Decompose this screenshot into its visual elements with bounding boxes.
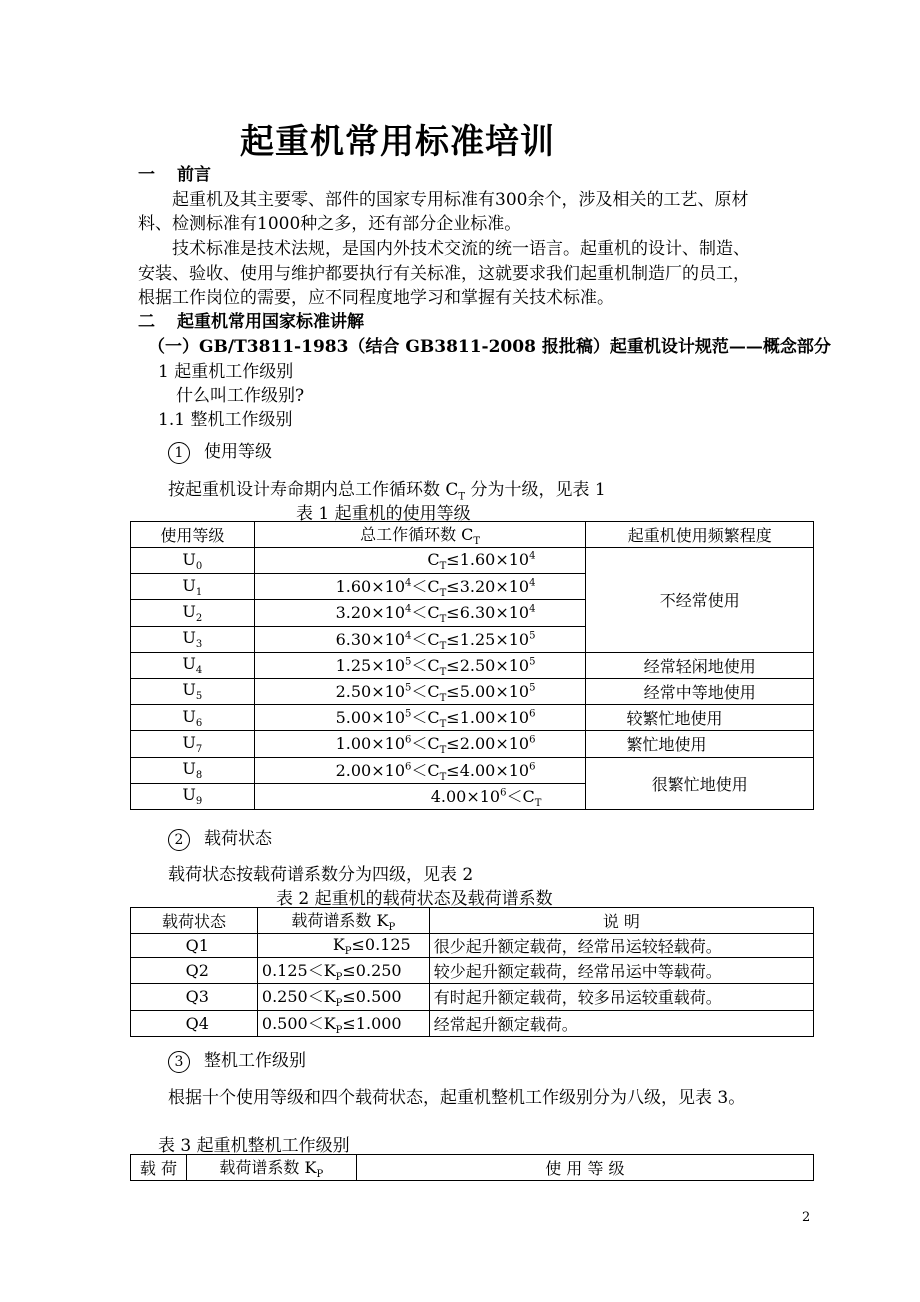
table-1-level-cell: $U_9$ bbox=[131, 783, 255, 809]
table-1-intro-sub: T bbox=[458, 491, 466, 503]
table-1-range-cell: $6.30\times 10^4<C_T\le 1.25\times 10^5$ bbox=[254, 626, 586, 652]
table-2-state-cell: Q1 bbox=[131, 934, 258, 958]
table-2-header-desc: 说 明 bbox=[429, 908, 813, 934]
table-1-level-cell: $U_4$ bbox=[131, 652, 255, 678]
table-1-range-cell: $3.20\times 10^4<C_T\le 6.30\times 10^4$ bbox=[254, 600, 586, 626]
table-1-header-cycles: 总工作循环数 $C_T$ bbox=[254, 522, 586, 548]
table-1-range-cell: $5.00\times 10^5<C_T\le 1.00\times 10^6$ bbox=[254, 705, 586, 731]
table-1-intro-post: 分为十级，见表 1 bbox=[465, 480, 606, 500]
table-1-level-cell: $U_2$ bbox=[131, 600, 255, 626]
table-2-header-state: 载荷状态 bbox=[131, 908, 258, 934]
table-2-caption: 表 2 起重机的载荷状态及载荷谱系数 bbox=[276, 889, 553, 909]
table-1-intro-pre: 按起重机设计寿命期内总工作循环数 C bbox=[168, 480, 459, 500]
circled-number-2: 2 bbox=[168, 829, 190, 851]
page-number: 2 bbox=[802, 1210, 811, 1225]
section-2-heading bbox=[138, 307, 364, 332]
table-1-level-cell: $U_7$ bbox=[131, 731, 255, 757]
subsection-1-heading: （一）GB/T3811-1983（结合 GB3811-2008 报批稿）起重机设计规范——概念部分 bbox=[148, 337, 831, 357]
table-1-freq-busy: 较繁忙地使用 bbox=[586, 705, 814, 731]
para-2-line-3: 根据工作岗位的需要，应不同程度地学习和掌握有关技术标准。 bbox=[138, 288, 614, 308]
table-1-header-frequency: 起重机使用频繁程度 bbox=[586, 522, 814, 548]
table-1-level-cell: $U_5$ bbox=[131, 678, 255, 704]
table-1 bbox=[130, 521, 814, 810]
table-row bbox=[131, 934, 814, 958]
table-2 bbox=[130, 907, 814, 1037]
table-1-freq-rare: 不经常使用 bbox=[586, 548, 814, 653]
circled-item-3-label: 整机工作级别 bbox=[204, 1051, 306, 1071]
table-3-header-coef: 载荷谱系数 $K_P$ bbox=[186, 1155, 356, 1181]
table-2-state-cell: Q3 bbox=[131, 984, 258, 1010]
table-2-intro: 载荷状态按载荷谱系数分为四级，见表 2 bbox=[168, 865, 474, 885]
section-2-title: 起重机常用国家标准讲解 bbox=[177, 312, 364, 332]
table-row bbox=[131, 548, 814, 574]
table-1-level-cell: $U_0$ bbox=[131, 548, 255, 574]
table-row bbox=[131, 1010, 814, 1036]
table-1-freq-medium: 经常中等地使用 bbox=[586, 678, 814, 704]
table-1-freq-very-busy: 很繁忙地使用 bbox=[586, 757, 814, 809]
table-1-range-cell: $2.00\times 10^6<C_T\le 4.00\times 10^6$ bbox=[254, 757, 586, 783]
page-title: 起重机常用标准培训 bbox=[240, 122, 555, 162]
table-2-coef-cell: $0.125<K_P\le 0.250$ bbox=[257, 958, 429, 984]
table-2-header bbox=[131, 908, 814, 934]
circled-item-2-label: 载荷状态 bbox=[204, 829, 272, 849]
table-3-caption: 表 3 起重机整机工作级别 bbox=[158, 1136, 350, 1156]
section-1-title: 前言 bbox=[177, 165, 211, 185]
section-1-number: 一 bbox=[138, 165, 155, 185]
table-row bbox=[131, 731, 814, 757]
table-1-level-cell: $U_1$ bbox=[131, 574, 255, 600]
table-1-range-cell: $4.00\times 10^6<C_T$ bbox=[254, 783, 586, 809]
circled-item-2 bbox=[168, 824, 272, 851]
item-1-heading: 1 起重机工作级别 bbox=[158, 362, 294, 382]
circled-number-1: 1 bbox=[168, 442, 190, 464]
circled-item-3 bbox=[168, 1046, 306, 1073]
table-3-header-levels: 使 用 等 级 bbox=[356, 1155, 813, 1181]
table-1-range-cell: $1.25\times 10^5<C_T\le 2.50\times 10^5$ bbox=[254, 652, 586, 678]
table-row bbox=[131, 757, 814, 783]
circled-number-3: 3 bbox=[168, 1051, 190, 1073]
table-3-header bbox=[131, 1155, 814, 1181]
section-2-number: 二 bbox=[138, 312, 155, 332]
table-2-coef-cell: $0.500<K_P\le 1.000$ bbox=[257, 1010, 429, 1036]
table-1-range-cell: $1.00\times 10^6<C_T\le 2.00\times 10^6$ bbox=[254, 731, 586, 757]
table-1-level-cell: $U_6$ bbox=[131, 705, 255, 731]
item-1-1-heading: 1.1 整机工作级别 bbox=[158, 410, 293, 430]
table-row bbox=[131, 705, 814, 731]
table-1-caption: 表 1 起重机的使用等级 bbox=[296, 504, 471, 524]
table-2-coef-cell: $0.250<K_P\le 0.500$ bbox=[257, 984, 429, 1010]
table-2-desc-cell: 很少起升额定载荷，经常吊运较轻载荷。 bbox=[429, 934, 813, 958]
section-1-heading bbox=[138, 160, 211, 185]
table-1-level-cell: $U_3$ bbox=[131, 626, 255, 652]
table-3 bbox=[130, 1154, 814, 1181]
para-1-line-2: 料、检测标准有1000种之多，还有部分企业标准。 bbox=[138, 214, 522, 234]
table-2-header-coef: 载荷谱系数 $K_P$ bbox=[257, 908, 429, 934]
table-2-desc-cell: 经常起升额定载荷。 bbox=[429, 1010, 813, 1036]
table-3-header-load: 载 荷 bbox=[131, 1155, 187, 1181]
para-2-line-2: 安装、验收、使用与维护都要执行有关标准，这就要求我们起重机制造厂的员工， bbox=[138, 264, 750, 284]
table-2-state-cell: Q4 bbox=[131, 1010, 258, 1036]
table-row bbox=[131, 678, 814, 704]
table-1-range-cell: $1.60\times 10^4<C_T\le 3.20\times 10^4$ bbox=[254, 574, 586, 600]
table-3-intro: 根据十个使用等级和四个载荷状态，起重机整机工作级别分为八级，见表 3。 bbox=[168, 1088, 746, 1108]
table-row bbox=[131, 958, 814, 984]
table-1-freq-light: 经常轻闲地使用 bbox=[586, 652, 814, 678]
table-2-desc-cell: 较少起升额定载荷，经常吊运中等载荷。 bbox=[429, 958, 813, 984]
table-1-header bbox=[131, 522, 814, 548]
para-1-line-1: 起重机及其主要零、部件的国家专用标准有300余个，涉及相关的工艺、原材 bbox=[172, 190, 749, 210]
table-2-state-cell: Q2 bbox=[131, 958, 258, 984]
table-2-coef-cell: $K_P\le 0.125$ bbox=[257, 934, 429, 958]
table-row bbox=[131, 984, 814, 1010]
table-row bbox=[131, 652, 814, 678]
table-1-range-cell: $C_T\le 1.60\times 10^4$ bbox=[254, 548, 586, 574]
table-1-range-cell: $2.50\times 10^5<C_T\le 5.00\times 10^5$ bbox=[254, 678, 586, 704]
circled-item-1-label: 使用等级 bbox=[204, 442, 272, 462]
question-text: 什么叫工作级别? bbox=[176, 386, 305, 406]
table-1-freq-busier: 繁忙地使用 bbox=[586, 731, 814, 757]
table-1-level-cell: $U_8$ bbox=[131, 757, 255, 783]
table-2-desc-cell: 有时起升额定载荷，较多吊运较重载荷。 bbox=[429, 984, 813, 1010]
para-2-line-1: 技术标准是技术法规，是国内外技术交流的统一语言。起重机的设计、制造、 bbox=[172, 239, 750, 259]
circled-item-1 bbox=[168, 437, 272, 464]
table-1-header-level: 使用等级 bbox=[131, 522, 255, 548]
